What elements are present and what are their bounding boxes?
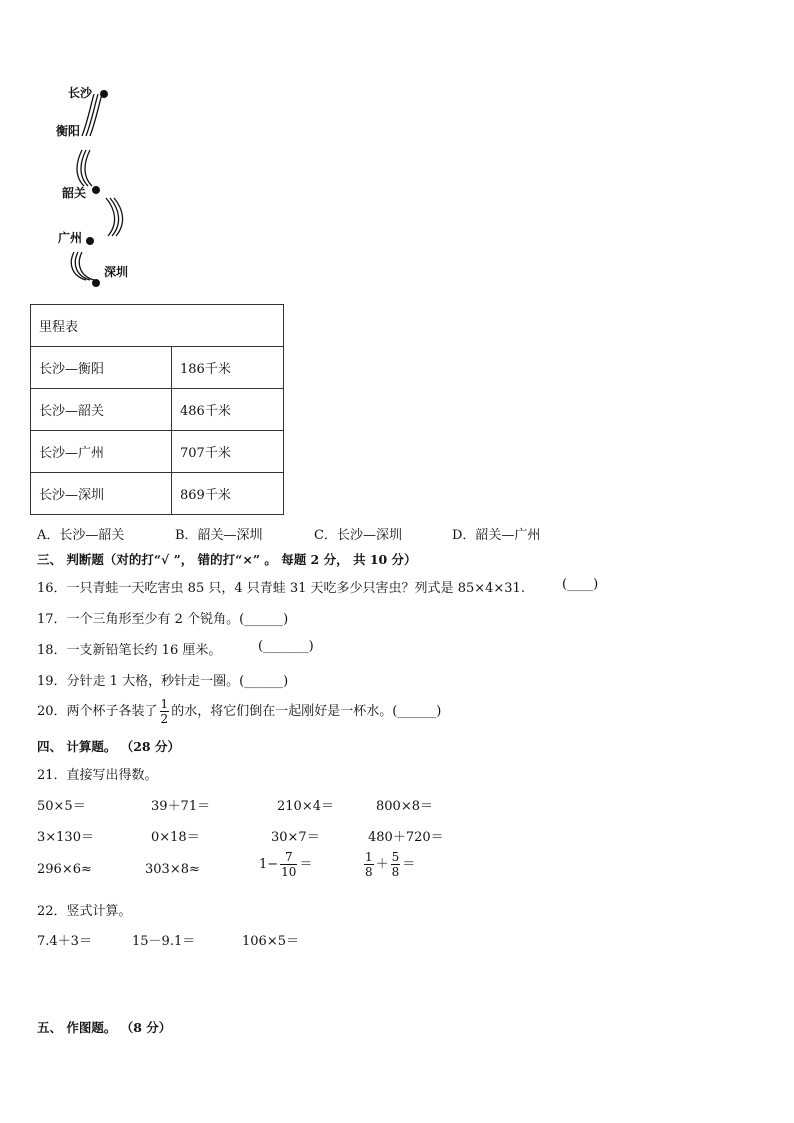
city-label-shaoguan: 韶关 — [62, 186, 87, 200]
route-cell: 长沙—韶关 — [31, 389, 172, 431]
calc-item-fraction-2 — [362, 850, 415, 879]
question-16: 16．一只青蛙一天吃害虫 85 只，4 只青蛙 31 天吃多少只害虫？列式是 85×4×31. — [37, 581, 525, 596]
guangzhou-dot — [86, 237, 94, 245]
question-20-lead: 20．两个杯子各装了 — [37, 704, 158, 719]
option-c: C．长沙—深圳 — [314, 528, 402, 543]
calc-item: 7.4＋3＝ — [37, 934, 92, 949]
expr-tail: ＝ — [299, 857, 313, 872]
calc-item: 50×5＝ — [37, 799, 86, 814]
city-label-shenzhen: 深圳 — [104, 265, 129, 279]
route-cell: 长沙—衡阳 — [31, 347, 172, 389]
section4-title: 四、 计算题。 （28 分） — [37, 739, 180, 754]
calc-item: 30×7＝ — [271, 830, 320, 845]
fraction-seven-tenths — [280, 850, 297, 879]
calc-item: 210×4＝ — [277, 799, 334, 814]
fraction-numerator: 1 — [365, 850, 373, 864]
fraction-numerator: 1 — [160, 697, 169, 711]
shenzhen-dot — [92, 279, 100, 287]
route-map — [50, 80, 150, 295]
fraction-denominator: 2 — [160, 712, 169, 726]
table-row — [31, 305, 284, 347]
calc-item: 106×5＝ — [242, 934, 299, 949]
distance-cell: 869千米 — [172, 473, 284, 515]
route-cell: 长沙—广州 — [31, 431, 172, 473]
fraction-denominator: 8 — [391, 865, 400, 879]
question-18: 18．一支新铅笔长约 16 厘米。 — [37, 643, 222, 658]
city-label-guangzhou: 广州 — [58, 231, 83, 245]
distance-cell: 707千米 — [172, 431, 284, 473]
fraction-denominator: 10 — [281, 865, 297, 879]
question-21: 21．直接写出得数。 — [37, 768, 158, 783]
calc-item: 296×6≈ — [37, 862, 92, 877]
section3-title: 三、 判断题（对的打“√ ”， 错的打“×” 。 每题 2 分， 共 10 分） — [37, 552, 417, 567]
changsha-dot — [100, 90, 108, 98]
calc-item: 480＋720＝ — [368, 830, 444, 845]
table-row — [31, 473, 284, 515]
city-label-hengyang: 衡阳 — [56, 124, 81, 138]
fraction-numerator: 5 — [391, 850, 400, 864]
question-22: 22．竖式计算。 — [37, 904, 132, 919]
option-b: B．韶关—深圳 — [175, 528, 263, 543]
calc-item: 303×8≈ — [145, 862, 200, 877]
fraction-denominator: 8 — [365, 865, 373, 879]
table-row — [31, 431, 284, 473]
table-row — [31, 347, 284, 389]
question-20 — [37, 697, 441, 726]
route-cell: 长沙—深圳 — [31, 473, 172, 515]
fraction-numerator: 7 — [280, 850, 297, 865]
option-a: A．长沙—韶关 — [37, 528, 125, 543]
question-20-tail: 的水，将它们倒在一起刚好是一杯水。(______) — [171, 704, 442, 719]
fraction-one-eighth — [364, 850, 374, 879]
expr-operator: ＋ — [375, 857, 389, 872]
question-19: 19．分针走 1 大格，秒针走一圈。(______) — [37, 674, 289, 689]
option-d: D．韶关—广州 — [452, 528, 541, 543]
question-17: 17．一个三角形至少有 2 个锐角。(______) — [37, 612, 289, 627]
distance-cell: 186千米 — [172, 347, 284, 389]
calc-item: 0×18＝ — [151, 830, 200, 845]
calc-item: 15－9.1＝ — [132, 934, 196, 949]
expr-tail: ＝ — [402, 857, 416, 872]
city-label-changsha: 长沙 — [68, 86, 93, 100]
fraction-one-half — [160, 697, 170, 726]
calc-item-fraction-1 — [259, 850, 312, 879]
question-18-blank: (_______) — [258, 639, 314, 654]
shaoguan-dot — [92, 186, 100, 194]
calc-item: 3×130＝ — [37, 830, 94, 845]
section5-title: 五、 作图题。 （8 分） — [37, 1020, 172, 1035]
table-title: 里程表 — [31, 305, 284, 347]
distance-cell: 486千米 — [172, 389, 284, 431]
mileage-table — [30, 304, 284, 515]
fraction-five-eighths — [391, 850, 401, 879]
table-row — [31, 389, 284, 431]
calc-item: 39＋71＝ — [151, 799, 211, 814]
expr-lead: 1− — [259, 857, 279, 872]
question-16-blank: (____) — [562, 577, 599, 592]
calc-item: 800×8＝ — [376, 799, 433, 814]
